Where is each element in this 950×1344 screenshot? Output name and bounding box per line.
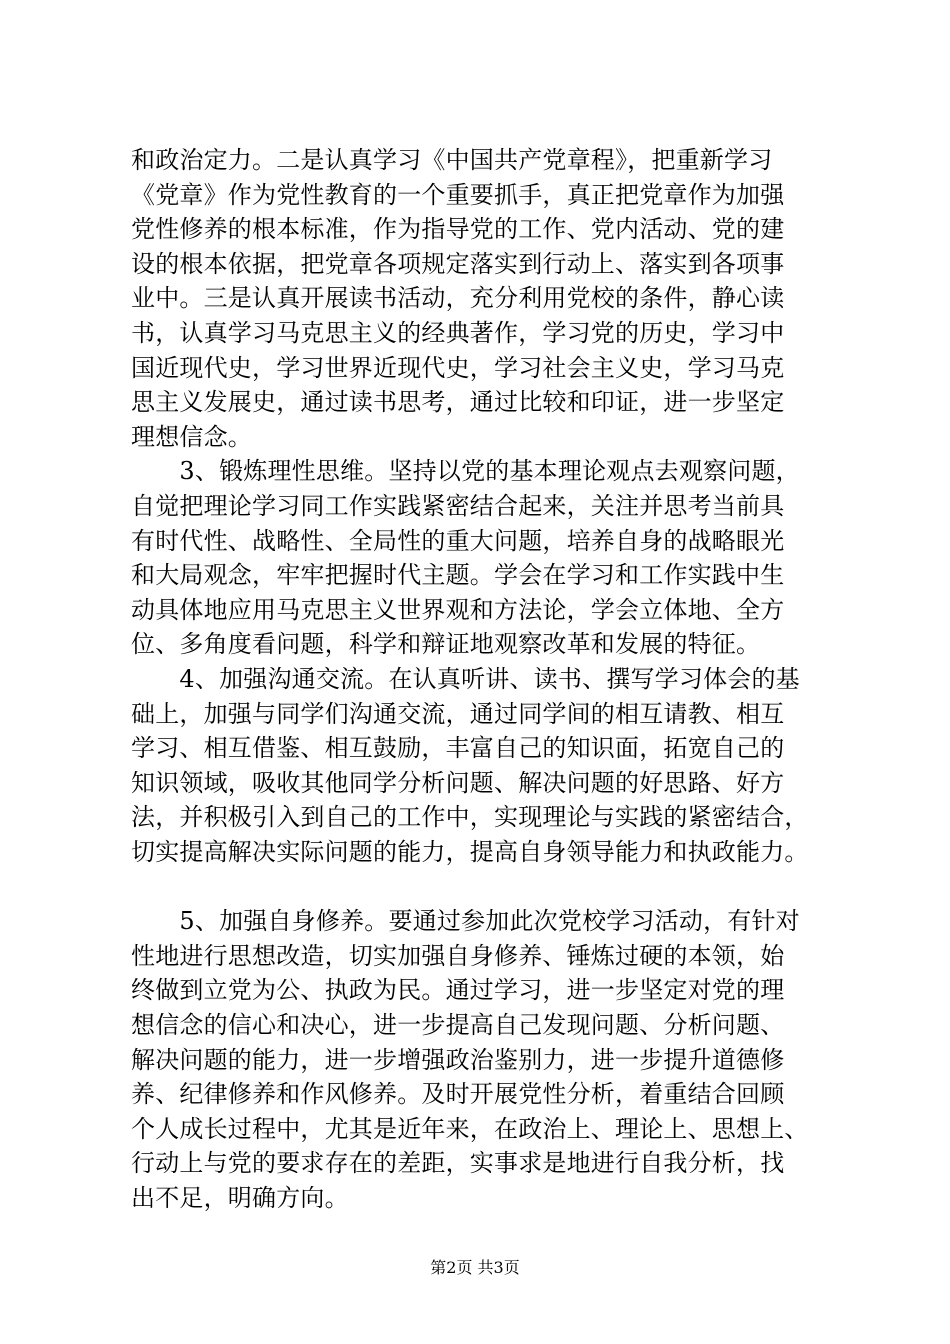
body-text-line: 础上，加强与同学们沟通交流，通过同学间的相互请教、相互 [131, 700, 785, 728]
body-text-line: 理想信念。 [131, 423, 252, 451]
body-text-line: 和政治定力。二是认真学习《中国共产党章程》，把重新学习 [131, 146, 773, 174]
body-text-line: 《党章》作为党性教育的一个重要抓手，真正把党章作为加强 [131, 181, 785, 209]
body-text-line: 知识领域，吸收其他同学分析问题、解决问题的好思路、好方 [131, 769, 785, 797]
body-text-line: 终做到立党为公、执政为民。通过学习，进一步坚定对党的理 [131, 976, 785, 1004]
body-text-line: 解决问题的能力，进一步增强政治鉴别力，进一步提升道德修 [131, 1046, 785, 1074]
body-text-line: 动具体地应用马克思主义世界观和方法论，学会立体地、全方 [131, 596, 785, 624]
body-text-line: 党性修养的根本标准，作为指导党的工作、党内活动、党的建 [131, 215, 785, 243]
body-text-line: 国近现代史，学习世界近现代史，学习社会主义史，学习马克 [131, 354, 785, 382]
body-text-line: 个人成长过程中，尤其是近年来，在政治上、理论上、思想上、 [131, 1115, 809, 1143]
body-text-line: 位、多角度看问题，科学和辩证地观察改革和发展的特征。 [131, 630, 761, 658]
body-text-line: 切实提高解决实际问题的能力，提高自身领导能力和执政能力。 [131, 838, 809, 866]
body-text-line: 自觉把理论学习同工作实践紧密结合起来，关注并思考当前具 [131, 492, 785, 520]
paragraph-5-heading-line: 5、加强自身修养。要通过参加此次党校学习活动，有针对 [131, 907, 800, 935]
body-text-line: 设的根本依据，把党章各项规定落实到行动上、落实到各项事 [131, 250, 785, 278]
body-text-line: 出不足，明确方向。 [131, 1184, 349, 1212]
body-text-line: 行动上与党的要求存在的差距，实事求是地进行自我分析，找 [131, 1149, 785, 1177]
paragraph-4-heading-line: 4、加强沟通交流。在认真听讲、读书、撰写学习体会的基 [131, 665, 800, 693]
body-text-line: 想信念的信心和决心，进一步提高自己发现问题、分析问题、 [131, 1011, 785, 1039]
page-number-footer: 第2页 共3页 [430, 1258, 520, 1277]
body-text-line: 书，认真学习马克思主义的经典著作，学习党的历史，学习中 [131, 319, 785, 347]
body-text-line: 业中。三是认真开展读书活动，充分利用党校的条件，静心读 [131, 284, 785, 312]
blank-line [131, 870, 855, 905]
paragraph-3-heading-line: 3、锻炼理性思维。坚持以党的基本理论观点去观察问题， [131, 457, 800, 485]
body-text-line: 性地进行思想改造，切实加强自身修养、锤炼过硬的本领，始 [131, 942, 785, 970]
body-text-line: 学习、相互借鉴、相互鼓励，丰富自己的知识面，拓宽自己的 [131, 734, 785, 762]
body-text-line: 思主义发展史，通过读书思考，通过比较和印证，进一步坚定 [131, 388, 785, 416]
body-text-line: 和大局观念，牢牢把握时代主题。学会在学习和工作实践中生 [131, 561, 785, 589]
body-text-line: 法，并积极引入到自己的工作中，实现理论与实践的紧密结合， [131, 803, 809, 831]
body-text-line: 养、纪律修养和作风修养。及时开展党性分析，着重结合回顾 [131, 1080, 785, 1108]
body-text-line: 有时代性、战略性、全局性的重大问题，培养自身的战略眼光 [131, 527, 785, 555]
